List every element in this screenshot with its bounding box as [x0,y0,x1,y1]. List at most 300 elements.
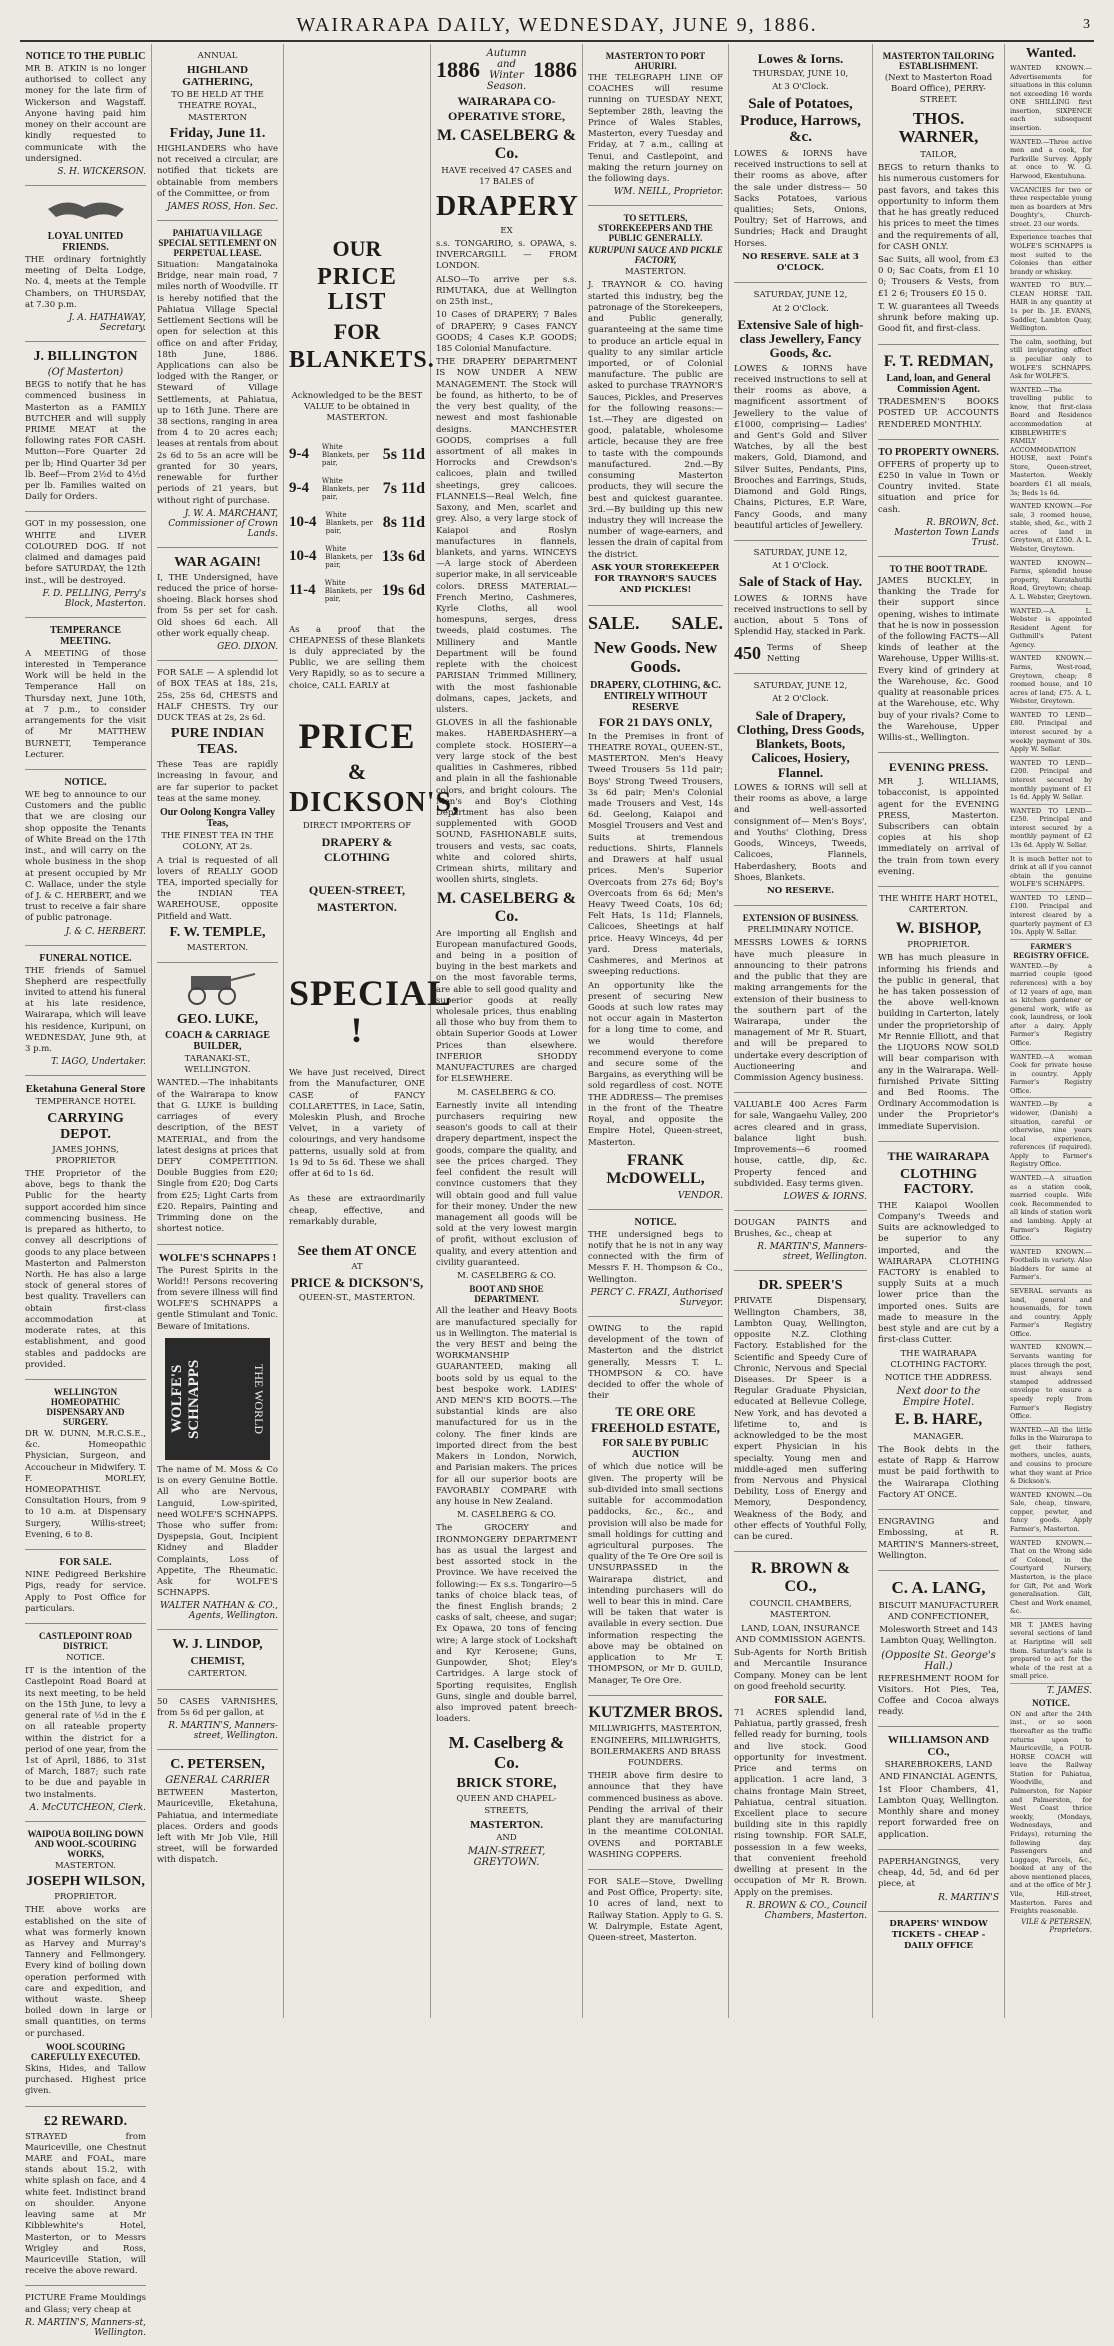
queen-street: QUEEN-STREET, [308,882,406,897]
our-label: OUR [332,236,382,261]
lindop-address: CARTERTON. [187,1669,248,1680]
wolfe-body: The Purest Spirits in the World!! Persons recovering from severe illness will find WOLFE'S SCHNAPPS a gentle Stimulant and Tonic. Beware of Imitations. [157,1265,278,1332]
registry-title: FARMER'S REGISTRY OFFICE. [1013,941,1089,960]
extension-body: MESSRS LOWES & IORNS have much pleasure in announcing to their patrons and the public that they are making arrangements for the extension of their business to the southern part of the Wairarapa, under the management of Mr R. Stuart, and will be prepared to undertake every description of Auctioneering and Commission Agency business. [734,938,867,1084]
blanket-price: 19s 6d [381,581,425,599]
property-signature: R. BROWN, 8ct. Masterton Town Lands Trust. [894,517,999,548]
drapery-heading: DRAPERY [436,191,579,223]
blanket-desc: White Blankets, per pair, [324,578,373,603]
castlepoint-ad [25,1624,146,1822]
received-text: HAVE received 47 CASES and 17 BALES of [441,166,572,188]
paints-signature: R. MARTIN'S, Manners-street, Wellington. [757,1242,867,1263]
sale-left: SALE. [588,612,640,633]
lang-ad [878,1571,999,1727]
blanket-price-rows [289,443,425,603]
redman-ad [878,345,999,440]
cases-list: 10 Cases of DRAPERY; 7 Bales of DRAPERY; 9 Cases FANCY GOODS; 4 Cases K.P. GOODS; 185 Colonial Manufacture. [436,310,577,355]
new-goods: New Goods. New Goods. [593,638,718,677]
luke-body: WANTED.—The inhabitants of the Wairarapa to know that G. LUKE is building carriages of every description, of the BEST MATERIAL, and from the latest designs at prices that DEFY COMPETITION. Double Buggies from £20; Single from £20; Dog Carts from £25; Light Carts from £20. Repairs, Painting and Trimming done on the shortest notice. [157,1078,278,1235]
sale-header [588,611,723,637]
blanket-row [289,579,425,603]
wolfe-body-2: The name of M. Moss & Co is on every Genuine Bottle. All who are Nervous, Languid, Low-spirited, need WOLFE'S SCHNAPPS. Those who suffer from: Dyspepsia, Gout, Incipient Kidney and Bladder Complaints, Loss of Appetite, The Rheumatic. Ask for WOLFE'S SCHNAPPS. [157,1464,278,1599]
wanted-item: WANTED.—A situation as a station cook, married couple. Wife cook. Recommended to all kinds of station work and lambing. Apply at Farmer's Registry Office. [1010,1174,1092,1246]
blanket-price: 7s 11d [382,479,425,497]
bishop-sub: PROPRIETOR. [907,940,970,951]
wolfe-side-text: THE WORLD [252,1363,266,1434]
notice-address: NOTICE THE ADDRESS. [884,1372,993,1383]
dog-signature: F. D. PELLING, Perry's Block, Masterton. [42,588,146,609]
mcdowell-body: In the Premises in front of THEATRE ROYAL, QUEEN-ST., MASTERTON. Men's Heavy Tweed Trousers 5s 11d pair; Boys' Strong Tweed Trousers, 3s 6d pair; Men's Colonial made Trousers and Vest, 14s 6d. Geelong, Kaiapoi and Mosgiel Trousers and Vest and Suits at tremendous reductions. Shirts, Flannels and Drawers at half usual prices. Men's Superior Overcoats from 27s 6d; Boy's Overcoats from 6s 6d; Men's Heavy Tweed Coats, 10s 6d; Felt Hats, 1s 11d; Flannels, Calicoes, Sheetings at half price. Heavy Winceys, 4d per yard. Dress materials, Cashmeres, and Merinos at sweeping reductions. [588,731,723,978]
caselberg-body-3: Are importing all English and European manufactured Goods, and being in a position of buying in the best markets and on the most favorable terms, are able to sell good quality and superior goods at really wholesale prices, thus enabling all those who buy from them to obtain Superior Goods at Lower Prices than elsewhere. INFERIOR SHODDY MANUFACTURES are charged for ELSEWHERE. [436,928,577,1085]
time-4: At 2 O'Clock. [772,694,829,705]
wanted-item: WANTED KNOWN—Farms, splendid house property, Kuratahuthi Road, Greytown; cheap. A. L. Webster, Greytown. [1010,559,1092,605]
gathering-title: HIGHLAND GATHERING, [182,64,253,89]
waipoua-title: WAIPOUA BOILING DOWN AND WOOL-SCOURING WORKS, [27,1828,144,1859]
lowes-drapery-body: LOWES & IORNS will sell at their rooms as above, a large and well-assorted consignment of— Men's Boys', and Youths' Clothing, Dress Goods, Winceys, Tweeds, Calicoes, Flannels, Haberdashery, Boots and Shoes, Blankets. [734,783,867,883]
blanket-row [289,511,425,535]
pigs-ad [25,1550,146,1624]
temperance-title: TEMPERANCE MEETING. [49,624,122,647]
eketahuna-sub: TEMPERANCE HOTEL [35,1097,136,1108]
pigs-title: FOR SALE. [59,1557,112,1569]
masthead [20,10,1094,42]
te-ore-ore-title: TE ORE ORE FREEHOLD ESTATE, [591,1404,720,1436]
petersen-title: C. PETERSEN, [170,1757,265,1773]
lowes-drapery-ad [734,674,867,906]
wanted-item: WANTED TO LEND—£250. Principal and interest secured by a monthly payment of £2 13s 6d. Apply W. Sellar. [1010,807,1092,853]
jewellery-body: LOWES & IORNS have received instructions to sell at their rooms as above, a magnificent assortment of Jewellery to the value of £1000, comprising— Ladies' and Gent's Gold and Silver Watches, by all the best makers, Gold, Diamond, and Silver Suites, Pendants, Pins, Brooches and Earrings, Studs, Diamond and Gold Rings, Chains, Pictures, E.P. Ware, Fancy Goods, and many beautiful articles of Jewellery. [734,363,867,531]
herbert-notice [25,770,146,946]
wanted-item: WANTED.—A. L. Webster is appointed Resident Agent for Guthmill's Patent Agency. [1010,607,1092,653]
wanted-item: WANTED KNOWN.—Servants wanting for places through the post, must always send stamped addressed envelope to ensure a speedy reply from Farmer's Registry Office. [1010,1343,1092,1423]
varnish-signature: R. MARTIN'S, Manners-street, Wellington. [168,1721,278,1742]
lodge-title: LOYAL UNITED FRIENDS. [47,230,124,253]
blanket-price: 5s 11d [382,445,425,463]
billington-title: J. BILLINGTON [33,349,138,365]
price-dickson-footer: PRICE & DICKSON'S, [290,1275,424,1291]
frazi-notice [588,1210,723,1317]
billington-ad [25,342,146,512]
lodge-ad [25,186,146,342]
brown-ad [734,1552,867,1928]
traynor-ad [588,206,723,605]
blanket-size: 11-4 [289,582,316,599]
indian-tea-body: These Teas are rapidly increasing in favour, and are far superior to packet teas at the same money. [157,760,278,804]
eketahuna-ad [25,1076,146,1380]
funeral-signature: T. IAGO, Undertaker. [51,1057,146,1068]
caselberg-name-4: M. CASELBERG & CO. [457,1271,556,1282]
thursday-date: THURSDAY, JUNE 10, [752,69,849,79]
coach-title: MASTERTON TO PORT AHURIRI. [605,51,706,71]
dr-speer-body: PRIVATE Dispensary, Wellington Chambers, 38, Lambton Quay, Wellington, opposite N.Z. Clothing Factory. Established for the Scientific and Speedy Cure of Chronic, Nervous and Special Diseases. Dr Speer is a Regular Graduate Physician, educated at Bellevue College, New York, and has devoted a lifetime to, and is acknowledged to be the most expert Physician in his specialty. Young men and middle-aged men suffering from Nervous and Physical Debility, Loss of Energy and Memory, Despondency, Weakness of the Body, and other effects of Youthful Folly, can be cured. [734,1296,867,1543]
wolfe-big-text: WOLFE'S SCHNAPPS [169,1359,202,1439]
hay-ad [734,541,867,674]
wanted-item: WANTED TO LEND—£100. Principal and interest cleared by a quarterly payment of £3 10s. Apply W. Sellar. [1010,894,1092,940]
at-label: AT [351,1261,363,1272]
wanted-item: MR T. JAMES having several sections of land at Hariptine will sell them. Saturday's sale is prepared to act for the whole of the rest at a small price. [1010,1621,1092,1684]
dalrymple-ad [588,1870,723,1952]
herbert-body: WE beg to announce to our Customers and the public that we are closing our shop opposite the Tenants of White Bread on the 17th inst., and will carry on the whole business in the shop at present occupied by Mr C. Wallace, under the style of J. & C. HERBERT, and we trust to receive a fair share of public patronage. [25,789,146,924]
mcdowell-name: FRANK McDOWELL, [606,1151,705,1187]
caselberg-name-2: M. CASELBERG & Co. [436,889,577,925]
annual-title: ANNUAL [197,51,238,61]
evening-press-title: EVENING PRESS. [888,760,989,775]
time-2: At 2 O'Clock. [772,303,829,314]
highland-gathering-ad [157,44,278,221]
produce-title: Sale of Potatoes, Produce, Harrows, &c. [740,96,861,146]
brown-forsale-body: 71 ACRES splendid land, Pahiatua, partly grassed, fresh felled ready for burning, tools and live stock. Good opportunity for investment. Price and terms on application. 1 acre land, 3 chains frontage Main Street, Pahiatua, central situation. Excellent place to secure building site in this rapidly rising township. FOR SALE, possession in a few weeks, that convenient freehold dwelling at present in the occupation of Mr R. Brown. Apply on the premises. [734,1708,867,1898]
page-number: 3 [1083,17,1092,32]
carrying-body: THE Proprietor of the above, begs to thank the Public for the hearty support accorded him since commencing business. He is prepared as hitherto, to convey all descriptions of goods to any place between Masterton and Palmerston North. He has also a large stock of general stores of best quality. Travellers can obtain first-class accommodation at moderate rates, at this establishment, and good stables and paddocks are provided. [25,1169,146,1370]
sheep-row [734,641,867,667]
gathering-date: Friday, June 11. [169,125,266,141]
petersen-body: BETWEEN Masterton, Mauriceville, Eketahuna, Pahiatua, and intermediate places. Orders and goods left with Mr Job Vile, Hill street, will be forwarded with dispatch. [157,1788,278,1866]
luke-ad [157,963,278,1245]
picture-signature: R. MARTIN'S, Manners-st, Wellington. [25,2317,146,2338]
tea-ad [157,661,278,963]
hare-sub: MANAGER. [913,1431,964,1442]
lindop-title: W. J. LINDOP, [172,1637,263,1653]
wanted-item: WANTED.—The travelling public to know, that first-class Board and Residence accommodation at KIBBLEWHITE'S FAMILY ACCOMMODATION HOUSE, next Point's Store, Queen-street, Masterton. Weekly boarders £1 all meals, 3s; Beds 1s 6d. [1010,386,1092,501]
ampersand: & [347,758,367,784]
dr-speer-title: DR. SPEER'S [758,1278,843,1294]
pigs-body: NINE Pedigreed Berkshire Pigs, ready for service. Apply to Post Office for particulars. [25,1570,146,1614]
bishop-body: WB has much pleasure in informing his friends and the public in general, that he has taken possession of the above well-known building in Carterton, lately under the proprietorship of Mr Rennie Elliott, and that the LIQUORS NOW SOLD will bear comparison with any in the Wairarapa. Well-furnished Private Sitting and Bed Rooms. The Ordinary Accommodation is under the Proprietor's immediate Supervision. [878,953,999,1132]
kutzmer-sub: MILLWRIGHTS, MASTERTON, ENGINEERS, MILLWRIGHTS, BOILERMAKERS AND BRASS FOUNDERS. [589,1724,722,1769]
castlepoint-body: IT is the intention of the Castlepoint Road Board at its next meeting, to be held on the 15th June, to levy a general rate of ½d in the £ on all rateable property within the district for a period of one year, from the 1st of April, 1886, to 31st of March, 1887; such rate to be due and payable in two instalments. [25,1666,146,1800]
wilson-body: THE above works are established on the site of what was formerly known as Harvey and Murray's Tannery and Fellmongery. Every kind of boiling down operation performed with care and expedition, and without waste. Sheep boiled down in large or small quantities, on terms or purchased. [25,1905,146,2039]
reward-title: £2 REWARD. [43,2113,128,2129]
frazi-signature: PERCY C. FRAZI, Authorised Surveyor. [590,1287,723,1308]
farm-body: VALUABLE 400 Acres Farm for sale, Wangaehu Valley, 200 acres cleared and in grass, balance light bush. Improvements—6 roomed house, cattle, dip, &c. Property fenced and subdivided. Easy terms given. [734,1100,867,1189]
te-ore-ore-ad [588,1317,723,1696]
finest-title: THE FINEST TEA IN THE COLONY, AT 2s. [161,831,274,853]
caselberg-name-3: M. CASELBERG & CO. [457,1087,556,1098]
column-7 [873,44,1005,2018]
notice-title: NOTICE TO THE PUBLIC [25,51,146,62]
hay-title: Sale of Stack of Hay. [738,575,863,591]
year-right: 1886 [533,56,577,82]
engraving-body: ENGRAVING and Embossing, at R. MARTIN'S Manners-street, Wellington. [878,1517,999,1561]
caselberg-name-5: M. CASELBERG & CO. [457,1510,556,1521]
wanted-item: WANTED TO LEND—£80. Principal and interest secured by a weekly payment of 30s. Apply W. Sellar. [1010,711,1092,757]
price-word: PRICE [298,715,416,756]
coach-notice-signature: VILE & PETERSEN, Proprietors. [1021,1917,1092,1934]
lindop-ad [157,1630,278,1689]
caselberg-footer: M. Caselberg & Co. [448,1733,565,1773]
for-label: FOR [333,318,381,344]
luke-address: TARANAKI-ST., WELLINGTON. [184,1054,251,1076]
handshake-icon [46,191,126,225]
homeopathic-body: DR W. DUNN, M.R.C.S.E., &c. Homeopathic Physician, Surgeon, and Accoucheur in Midwifery. T. F. MORLEY, HOMEOPATHIST. Consultation Hours, from 9 to 10 a.m. at Dispensary Surgery, Willis-street; Evening, 6 to 8. [25,1428,146,1540]
kutzmer-title: KUTZMER BROS. [588,1703,723,1721]
war-signature: GEO. DIXON. [217,642,278,653]
dalrymple-body: FOR SALE—Stove, Dwelling and Post Office, Property: site, 10 acres of land, next to Railway Station. Apply to G. S. W. Dalrymple, Estate Agent, Queen-street, Masterton. [588,1877,723,1944]
greytown-address: MAIN-STREET, GREYTOWN. [467,1846,546,1869]
produce-body: LOWES & IORNS have received instructions to sell at their rooms as above, after the sale under distress— 50 Sacks Potatoes, various qualities; Sets, Onions, Poultry; Set of Harrows, and Sundries; Hack and Draught Horses. [734,148,867,249]
special-body: We have just received, Direct from the Manufacturer, ONE CASE of FANCY COLLARETTES, in Lace, Satin, Moleskin Plush, and Broche Velvet, in a variety of colourings, and very handsome patterns, usually sold at from 1s 9d to 5s 6d. These we shall offer at 6d to 1s 6d. [289,1068,425,1180]
paperhanging-body: PAPERHANGINGS, very cheap, 4d, 5d, and 6d per piece, at [878,1856,999,1890]
window-tickets: DRAPERS' WINDOW TICKETS - CHEAP - DAILY OFFICE [889,1918,988,1951]
billington-body: BEGS to notify that he has commenced business in Masterton as a FAMILY BUTCHER and will supply PRIME MEAT at the following rates FOR CASH. Mutton—Fore Quarter 2d per lb; Hind Quarter 3d per lb. Beef—From 2½d to 4½d per lb. Families waited on Daily for Orders. [25,380,146,503]
bishop-name: W. BISHOP, [895,919,982,937]
buckley-ad [878,557,999,753]
brown-signature: R. BROWN & CO., Council Chambers, Masterton. [745,1900,867,1921]
lindop-sub: CHEMIST, [190,1655,245,1668]
saturday-2: SATURDAY, JUNE 12, [753,547,848,558]
castlepoint-notice: NOTICE. [66,1653,105,1663]
blanket-desc: White Blankets, per pair, [321,442,370,467]
lodge-body: THE ordinary fortnightly meeting of Delta Lodge, No. 4, meets at the Temple Chambers, on THURSDAY, at 7.30 p.m. [25,254,146,310]
wanted-title: Wanted. [1025,46,1077,61]
days-only: FOR 21 DAYS ONLY, [598,714,713,729]
reward-ad [25,2107,146,2287]
wilson-title: JOSEPH WILSON, [26,1874,145,1890]
war-again-ad [157,548,278,661]
sale-right: SALE. [671,612,723,633]
kuripuni-signature: ASK YOUR STOREKEEPER FOR TRAYNOR'S SAUCES AND PICKLES! [591,562,720,596]
blankets-title: BLANKETS. [289,346,435,373]
warner-ad [878,44,999,345]
and-label: AND [496,1832,517,1843]
wanted-list [1010,64,1092,940]
extension-sub: PRELIMINARY NOTICE. [747,925,854,936]
pahiatua-title: PAHIATUA VILLAGE SPECIAL SETTLEMENT ON PERPETUAL LEASE. [158,227,277,258]
oolong-title: Our Oolong Kongra Valley Teas, [159,807,276,830]
evening-press-body: MR J. WILLIAMS, tobacconist, is appointed agent for the EVENING PRESS, Masterton. Subscribers can obtain copies at his shop immediately on arrival of the train from town every evening. [878,777,999,877]
temple-title: F. W. TEMPLE, [169,924,266,940]
boot-trade-body: JAMES BUCKLEY, in thanking the Trade for their support since opening, wishes to intimate that he is now in possession of the following FACTS—All kinds of leather at the Warehouse, Upper Willis-st. Every kind of grindery at the Warehouse, &c. Good quality at reasonable prices at the Warehouse, etc. Why buy of your rivals? Come to the Warehouse, Upper Willis-st., Wellington. [878,575,999,743]
coach-notice-title: NOTICE. [1032,1697,1070,1708]
coop-title: WAIRARAPA CO-OPERATIVE STORE, [448,94,565,123]
brown-body: Sub-Agents for North British and Mercantile Insurance Company. Money can be lent on good freehold security. [734,1648,867,1692]
paints-body: DOUGAN PAINTS and Brushes, &c., cheap at [734,1218,867,1240]
brown-sub-2: LAND, LOAN, INSURANCE AND COMMISSION AGENTS. [735,1623,866,1645]
ships-list: s.s. TONGARIRO, s. OPAWA, s. INVERCARGILL — FROM LONDON. [436,239,577,272]
blanket-desc: White Blankets, per pair, [325,510,373,535]
wilson-sub: PROPRIETOR. [54,1892,117,1903]
season-header [436,48,577,92]
farm-signature: LOWES & IORNS. [783,1192,867,1203]
mcdowell-body-2: An opportunity like the present of securing New Goods at such low rates may not occur again in Masterton for a long time to come, and we would therefore recommend everyone to come and secure some of the Bargains, as everything will be sold regardless of cost. NOTE THE ADDRESS— The premises in the front of the Theatre Royal, and opposite the Empire Hotel, Queen-street, Masterton. [588,980,724,1148]
wolfe-title: WOLFE'S SCHNAPPS ! [158,1251,277,1264]
lowes-drapery-title: Sale of Drapery, Clothing, Dress Goods, Blankets, Boots, Calicoes, Hosiery, Flannel. [736,707,865,780]
castlepoint-title: CASTLEPOINT ROAD DISTRICT. [38,1631,133,1651]
year-left: 1886 [436,56,480,82]
homeopathic-title: WELLINGTON HOMEOPATHIC DISPENSARY AND SURGERY. [46,1386,125,1427]
kuripuni-title: KURUPUNI SAUCE AND PICKLE FACTORY, [588,245,723,266]
vendor-label: VENDOR. [677,1190,723,1201]
blanket-desc: White Blankets, per pair, [321,476,370,501]
direct-importers: DIRECT IMPORTERS OF [302,821,412,832]
column-4 [431,44,583,2018]
box-tea-body: FOR SALE — A splendid lot of BOX TEAS at 18s, 21s, 25s, 25s 6d, CHESTS and HALF CHESTS. Try our DUCK TEAS at 2s, 2s 6d. [157,668,278,723]
herbert-signature: J. & C. HERBERT. [65,926,146,937]
farm-ad [734,1093,867,1211]
finest-body: A trial is requested of all lovers of REALLY GOOD TEA, imported specially for the INDIAN TEA WAREHOUSE, opposite Pitfield and Watt. [157,855,278,922]
window-tickets-ad [878,1912,999,1961]
column-8 [1005,44,1097,2018]
redman-sub: Land, loan, and General Commission Agent. [886,373,991,396]
wanted-item: Experience teaches that WOLFE'S SCHNAPPS is most suited to the Colonies than either brandy or whiskey. [1010,233,1092,279]
blanket-row [289,443,425,467]
price-list-title: PRICE LIST [317,264,397,316]
james-signature: T. JAMES. [1047,1685,1092,1696]
jewellery-ad [734,283,867,541]
varnish-body: 50 CASES VARNISHES, from 5s 6d per gallon, at [157,1696,278,1718]
queen-chapel: QUEEN AND CHAPEL-STREETS, [456,1794,557,1816]
gathering-venue: TO BE HELD AT THE THEATRE ROYAL, MASTERTON [171,90,264,123]
boot-shoe-body: All the leather and Heavy Boots are manufactured specially for us in Wellington. The material is the very BEST and being the WORKMANSHIP GUARANTEED, making all boots sold by us equal to the best bespoke work. LADIES' AND MEN'S KID BOOTS.—The substantial kinds are also manufactured for us in the colony. The finer kinds are imported direct from the best Makers in London, Norwich, and Parisian makers. The prices for all our superior boots are FAVORABLY COMPARE with any house in New Zealand. [436,1306,577,1508]
coach-body: THE TELEGRAPH LINE OF COACHES will resume running on TUESDAY NEXT, September 28th, leaving the Prince of Wales Stables, Masterton, every Tuesday and Friday, at 7 a.m., calling at Tenui, and Castlepoint, and making the return journey on the following days. [588,73,723,184]
picture-frame-ad [25,2286,146,2345]
blanket-row [289,477,425,501]
carrying-title: CARRYING DEPOT. [47,1110,124,1142]
picture-body: PICTURE Frame Mouldings and Glass; very cheap at [25,2293,146,2315]
blanket-size: 10-4 [289,514,317,531]
wanted-item: WANTED KNOWN.—On Sale, cheap, tinware, copper, pewter, and fancy goods. Apply Farmer's, Masterton. [1010,1491,1092,1537]
property-title: TO PROPERTY OWNERS. [878,446,999,458]
clothing-factory-ad [878,1142,999,1510]
castlepoint-signature: A. McCUTCHEON, Clerk. [29,1802,146,1813]
petersen-sub: GENERAL CARRIER [165,1775,270,1787]
temperance-body: A MEETING of those interested in Temperance Work will be held in the Temperance Hall on Thursday next, June 10th, at 7 p.m., to consider arrangements for the visit of Mr MATTHEW BURNETT, Temperance Lecturer. [25,648,146,760]
war-body: I, THE Undersigned, have reduced the price of horse-shoeing. Black horses shod from 5s per set for cash. Old shoes 6d each. All other work equally cheap. [157,572,278,639]
tailor-label: TAILOR, [920,150,957,161]
no-reserve-1: NO RESERVE. SALE at 3 O'CLOCK. [742,251,859,274]
sheep-number: 450 [734,642,761,663]
wanted-item: WANTED KNOWN.—Footballs in variety. Also bladders for same at Farmer's. [1010,1248,1092,1285]
wanted-item: WANTED KNOWN.—Farms, West-road, Greytown, cheap; 8 roomed house, and 10 acres of land; £75. A. L. Webster, Greytown. [1010,654,1092,708]
lang-address: Molesworth Street and 143 Lambton Quay, Wellington. [879,1625,998,1647]
wanted-item: It is much better not to drink at all if you cannot obtain the genuine WOLFE'S SCHNAPPS. [1010,855,1092,892]
funeral-title: FUNERAL NOTICE. [39,952,132,964]
extension-title: EXTENSION OF BUSINESS. [742,913,859,924]
see-them: See them AT ONCE [297,1243,417,1259]
special-heading: SPECIAL ! [289,972,453,1051]
pahiatua-body: Situation: Mangatainoka Bridge, near main road, 7 miles north of Woodville. IT is hereby notified that the Pahiatua Village Special Settlement Sections will be open for selection at this office on and after Friday, 18th June, 1886. Applications can also be lodged with the Ranger, or Steward of Village Settlements, at Pahiatua, up to 16th June. There are 38 sections, ranging in area from 4 to 20 acres each; leases at rentals from about 2s 6d to 5s an acre will be granted for 30 years, renewable for further periods of 21 years, but without right of purchase. [157,259,278,506]
lowes-title: Lowes & Iorns. [757,51,844,66]
auction-body: of which due notice will be given. The property will be sub-divided into small sections suitable for accommodation paddocks, &c., &c., and provision will also be made for small holdings for cutting and agricultural purposes. The quality of the Te Ore Ore soil is UNSURPASSED in the Wairarapa district, and intending purchasers will do well to bear this in mind. Care will be taken that water is available in every section. Due information respecting the above may be obtained on application to Mr T. THOMPSON, or Mr D. GUILD, Manager, Te Ore Ore. [588,1462,723,1686]
property-ad [878,440,999,557]
next-door: Next door to the Empire Hotel. [896,1386,981,1409]
wanted-item: WANTED KNOWN.—For sale, 3 roomed house, stable, shed, &c., with 2 acres of land in Greytown, at £350. A. L. Webster, Greytown. [1010,502,1092,556]
ex-label: EX [500,225,513,236]
kuripuni-sub: MASTERTON. [624,267,687,278]
temple-sub: MASTERTON. [186,942,249,953]
acknowledged-text: Acknowledged to be the BEST VALUE to be obtained in MASTERTON. [291,390,423,424]
bishop-ad [878,887,999,1142]
caselberg-body: THE DRAPERY DEPARTMENT IS NOW UNDER A NEW MANAGEMENT. The Stock will be found, as hitherto, to be of the very best quality, of the newest and most fashionable designs. MANCHESTER GOODS, comprises a full assortment of all makes in Horrocks and Crewdson's calicoes, plain and twilled sheetings, grey calicoes. FLANNELS—Real Welch, fine Saxony, and Men, scarlet and grey. Also, a very large stock of Kaiapoi and Roslyn manufactures in flannels, blankets, and yarns. WINCEYS—A large stock of Aberdeen superior make, in all serviceable colors. DRESS MATERIAL—French Merino, Cashmeres, Kyrle Cloths, all wool homespuns, serges, dress tweeds, plaid costumes. The Millinery and Mantle Department will be found replete with the choicest PARISIAN Trimmed Millinery, with the most fashionable dolmans, capes, jackets, and ulsters. [436,357,577,716]
grocery-body: The GROCERY and IRONMONGERY DEPARTMENT has as usual the largest and best assorted stock in the Province. We have received the following:— Ex s.s. Tongariro—5 tanks of choice black teas, of the finest English brands; 2 casks of salt, cheese, and sugar; Ex Opawa, 20 tons of fencing wire; A large stock of Lockshaft and Kyr Kerosene; Guns, Gunpowder, Shot; Eley's Cartridges. A large stock of Sporting requisites, English Guns, single and double barrel, also improved patent breech-loaders. [436,1523,577,1725]
also-text: ALSO—To arrive per s.s. RIMUTAKA, due at Wellington on 25th inst., [436,274,577,308]
kutzmer-body: THEIR above firm desire to announce that they have commenced business as above. Pending the arrival of their plant they are manufacturing in the meantime COLONIAL OVENS and PORTABLE WASHING COPPERS. [588,1771,723,1860]
sheep-terms: Terms of Sheep Netting [767,642,867,664]
paints-ad [734,1211,867,1271]
paperhanging-signature: R. MARTIN'S [938,1892,999,1903]
brown-title: R. BROWN & CO., [750,1560,851,1596]
frazi-title: NOTICE. [634,1216,677,1228]
indian-tea-title: PURE INDIAN TEAS. [171,726,264,758]
wanted-item: WANTED TO BUY.—CLEAN HORSE TAIL HAIR in any quantity at 1s per lb. J.E. EVANS, Saddler, Lambton Quay, Wellington. [1010,281,1092,335]
wanted-item: WANTED.—A woman Cook for private house in country. Apply Farmer's Registry Office. [1010,1053,1092,1099]
coach-notice-body: ON and after the 24th inst., or so soon thereafter as the traffic returns upon to Mauriceville, a FOUR-HORSE COACH will leave the Railway Station for Pahiatua, Woodville, and Palmerston, for Napier and Palmerston, for West Coast thrice weekly, (Mondays, Wednesdays, and Fridays), returning the following day. Passengers and Luggage, Parcels, &c., booked at any of the above mentioned places, and at the office of Mr J. Vile, Hill-street, Masterton. Fares and Freights reasonable. [1010,1709,1092,1916]
tailoring-sub: (Next to Masterton Road Board Office), PERRY-STREET. [884,73,993,106]
brown-forsale-title: FOR SALE. [774,1695,827,1707]
funeral-notice [25,946,146,1077]
column-5 [583,44,729,2018]
mcdowell-sale-ad [588,606,723,1210]
blanket-price: 13s 6d [381,547,425,565]
white-hart-title: THE WHITE HART HOTEL, CARTERTON. [879,894,998,916]
jewellery-title: Extensive Sale of high-class Jewellery, Fancy Goods, &c. [737,316,864,361]
time-1: At 3 O'Clock. [772,82,829,93]
factory-title: CLOTHING FACTORY. [899,1166,977,1198]
caselberg-name: M. CASELBERG & Co. [436,127,577,162]
warner-prices: Sac Suits, all wool, from £3 0 0; Sac Coats, from £1 10 0; Trousers & Vests, from £1 2 6; Trousers £0 15 0. [878,255,999,299]
coach-signature: WM. NEILL, Proprietor. [613,187,723,198]
column-2 [152,44,284,2018]
caselberg-body-4: Earnestly invite all intending purchasers requiring new season's goods to call at their drapery department, inspect the goods, compare the quality, and see the prices charged. They feel confident the result will convince customers that they will obtain good and full value for their money. Under the new management all goods will be sold at the very lowest margin of profit, without exclusion of quality, and every attention and civility guaranteed. [436,1100,577,1268]
redman-body: TRADESMEN'S BOOKS POSTED UP. ACCOUNTS RENDERED MONTHLY. [878,397,999,430]
wolfe-bottle-graphic [165,1338,270,1460]
varnish-ad [157,1690,278,1750]
wanted-item: WANTED KNOWN.—Advertisements for situations in this column not exceeding 16 words ONE SHILLING first insertion, SIXPENCE each subsequent insertion. [1010,64,1092,136]
blanket-row [289,545,425,569]
dr-speer-ad [734,1271,867,1552]
williamson-name: WILLIAMSON AND CO., [887,1734,990,1759]
coach-ad [588,44,723,206]
season-label: Autumn and Winter Season. [486,48,527,92]
williamson-ad [878,1727,999,1850]
evening-press-ad [878,753,999,887]
herbert-title: NOTICE. [64,776,107,788]
price-dickson-address: QUEEN-ST., MASTERTON. [298,1293,416,1304]
petersen-ad [157,1750,278,1875]
column-1 [20,44,152,2338]
wanted-item: WANTED.—Three active men and a cook, for Parkville Survey. Apply at once to W. G. Harwood, Ekentuhuna. [1010,138,1092,184]
wolfe-signature: WALTER NATHAN & CO., Agents, Wellington. [159,1601,278,1622]
blanket-size: 9-4 [289,446,309,463]
boot-shoe-title: BOOT AND SHOE DEPARTMENT. [469,1284,544,1305]
saturday-1: SATURDAY, JUNE 12, [753,290,848,301]
pahiatua-signature: J. W. A. MARCHANT, Commissioner of Crown Lands. [168,508,278,539]
waipoua-sub: MASTERTON. [54,1860,117,1871]
lang-name: C. A. LANG, [891,1577,986,1597]
wanted-item: WANTED TO LEND—£200. Principal and interest secured by monthly payment of £1 1s 6d. Apply W. Sellar. [1010,759,1092,805]
proof-text: As a proof that the CHEAPNESS of these Blankets is duly appreciated by the Public, we are selling them Very Rapidly, so as to secure a choice, CALL EARLY at [289,624,425,691]
kutzmer-ad [588,1696,723,1870]
wanted-item: WANTED KNOWN.—That on the Wrong side of Colonel, in the Courtyard Nursery, Masterton, is the place for Gift, Pot and Work generalisation. Gilt, Chest and Work enamel, &c. [1010,1539,1092,1619]
luke-title: GEO. LUKE, [176,1012,259,1028]
temperance-ad [25,618,146,770]
wanted-item: The calm, soothing, but still invigorating effect is peculiar only to WOLFE'S SCHNAPPS. Ask for WOLFE'S. [1010,338,1092,384]
hay-body: LOWES & IORNS have received instructions to sell by auction, about 5 Tons of Splendid Hay, stacked in Park. [734,593,867,638]
homeopathic-ad [25,1380,146,1550]
column-6 [729,44,873,2018]
carriage-icon [173,968,263,1006]
funeral-body: THE friends of Samuel Shepherd are respectfully invited to attend his funeral at his late residence, Wairarapa, which will leave his residence, Kuripuni, on WEDNESDAY, June 9th, at 3 p.m. [25,965,146,1055]
gathering-signature: JAMES ROSS, Hon. Sec. [167,201,278,212]
pahiatua-ad [157,221,278,548]
brown-sub: COUNCIL CHAMBERS, MASTERTON. [749,1599,852,1621]
wolfe-schnapps-ad [157,1245,278,1631]
warner-body-2: T. W. guarantees all Tweeds shrunk before making up. Good fit, and first-class. [878,301,999,335]
brick-store: BRICK STORE, [456,1776,557,1792]
wanted-item: WANTED.—By a married couple (good references) with a boy of 12 years of age, man as kitchen gardener or general work, wife as cook, laundress, or look after a dairy. Apply Farmer's Registry Office. [1010,962,1092,1051]
wanted-item: SEVERAL servants as land, general and housemaids, for town and country. Apply Farmer's Registry Office. [1010,1287,1092,1341]
williamson-body: 1st Floor Chambers, 41, Lambton Quay, Wellington. Monthly share and money report forwarded free on application. [878,1784,999,1840]
